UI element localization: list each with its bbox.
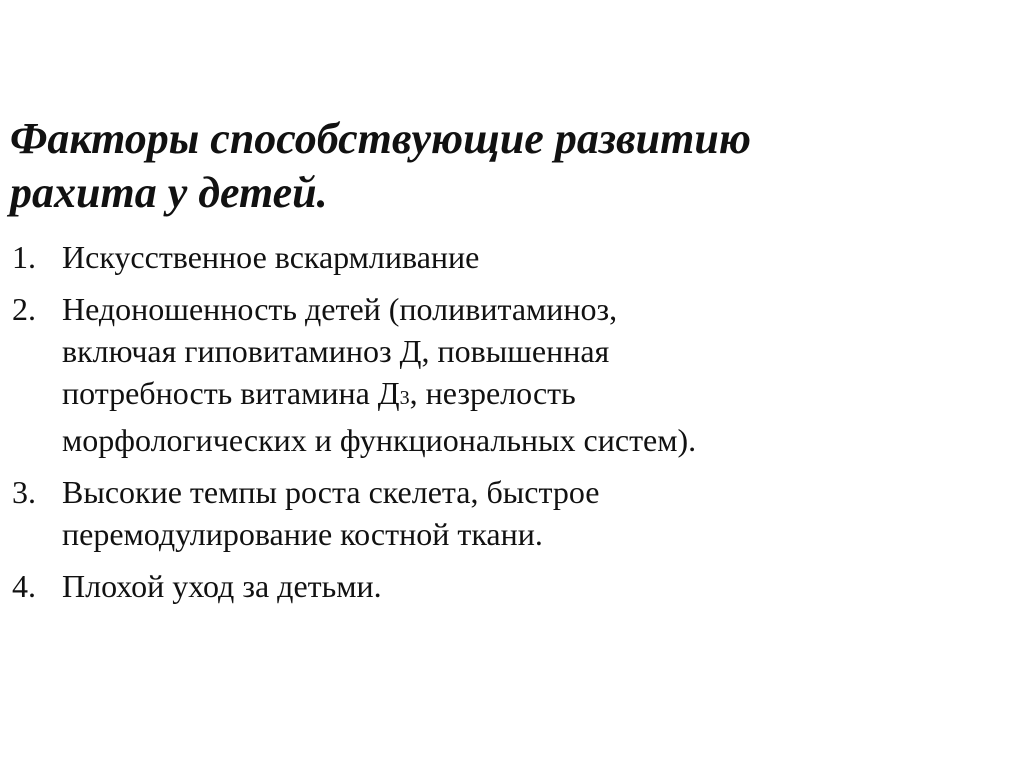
item-text-line: Высокие темпы роста скелета, быстрое [62, 474, 600, 510]
item-text-line: включая гиповитаминоз Д, повышенная [62, 333, 610, 369]
list-item-1 [12, 236, 1012, 278]
title-line-1: Факторы способствующие развитию [10, 114, 751, 163]
factor-list [12, 236, 1012, 617]
item-text-line: перемодулирование костной ткани. [62, 516, 543, 552]
item-number: 4. [12, 568, 36, 604]
vitamin-subscript: 3 [399, 387, 410, 409]
item-text: Плохой уход за детьми. [62, 568, 382, 604]
slide-title [10, 112, 1010, 220]
item-text-line: Недоношенность детей (поливитаминоз, [62, 291, 618, 327]
list-item-4 [12, 565, 1012, 607]
title-line-2: рахита у детей. [10, 168, 328, 217]
item-text-line: морфологических и функциональных систем). [62, 422, 697, 458]
item-text-segment: потребность витамина Д [62, 375, 400, 411]
item-number: 1. [12, 239, 36, 275]
item-text-segment: , незрелость [409, 375, 576, 411]
item-number: 3. [12, 474, 36, 510]
list-item-2 [12, 288, 1012, 461]
list-item-3 [12, 471, 1012, 555]
item-number: 2. [12, 291, 36, 327]
item-text: Искусственное вскармливание [62, 239, 480, 275]
item-text-line [62, 372, 1012, 419]
